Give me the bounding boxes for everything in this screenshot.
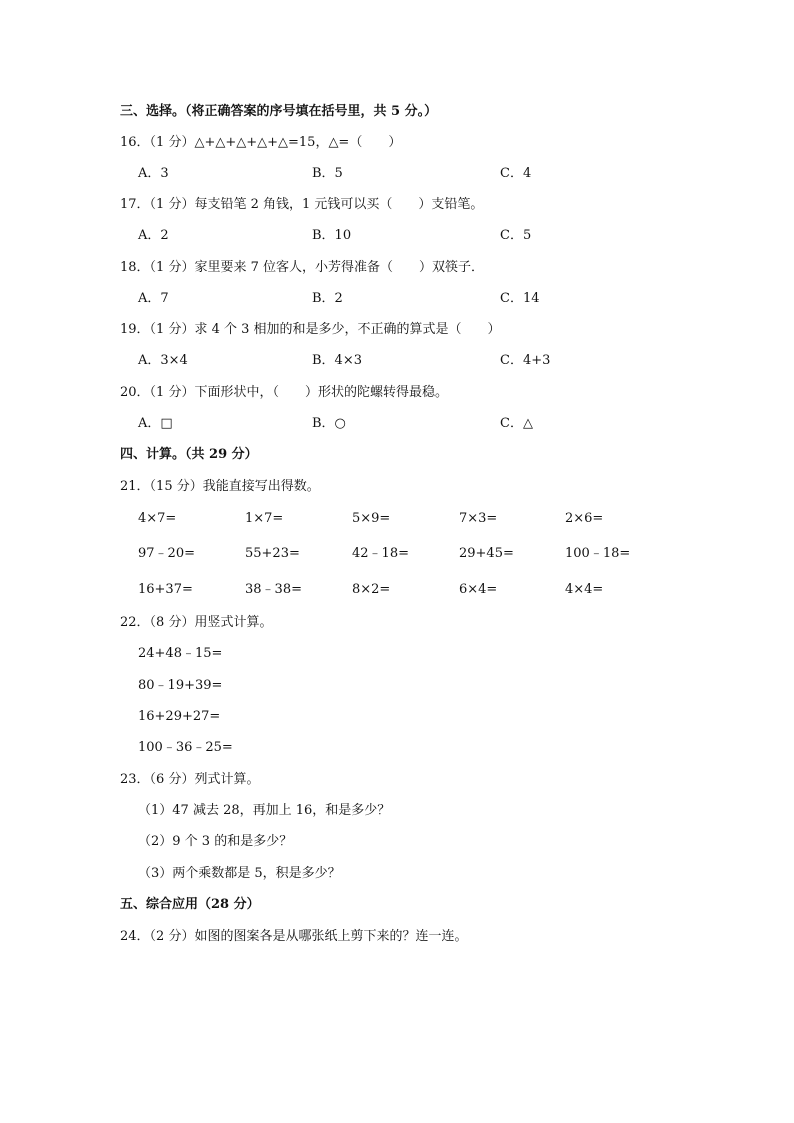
q22-item: 24+48﹣15= (138, 646, 223, 661)
q21-item: 5×9= (352, 511, 391, 526)
section-3-title: 三、选择。（将正确答案的序号填在括号里，共 5 分。） (120, 104, 438, 119)
q20-option-c: C．△ (500, 416, 533, 431)
q19-option-b: B．4×3 (312, 353, 362, 368)
q19-option-c: C．4+3 (500, 353, 551, 368)
q22-item: 16+29+27= (138, 709, 221, 724)
q21-item: 16+37= (138, 582, 193, 597)
question-17: 17．（1 分）每支铅笔 2 角钱，1 元钱可以买（ ）支铅笔。 (120, 197, 484, 212)
section-4-title: 四、计算。（共 29 分） (120, 447, 258, 462)
q22-item: 100﹣36﹣25= (138, 740, 233, 755)
q21-item: 6×4= (459, 582, 498, 597)
q21-item: 2×6= (565, 511, 604, 526)
q21-item: 100﹣18= (565, 546, 631, 561)
question-24: 24．（2 分）如图的图案各是从哪张纸上剪下来的？连一连。 (120, 929, 468, 944)
q23-item: （2）9 个 3 的和是多少？ (138, 834, 293, 849)
q23-item: （1）47 减去 28，再加上 16，和是多少？ (138, 803, 391, 818)
q20-option-a: A．□ (138, 416, 173, 431)
question-18: 18．（1 分）家里要来 7 位客人，小芳得准备（ ）双筷子． (120, 260, 484, 275)
q21-item: 4×7= (138, 511, 177, 526)
q21-item: 42﹣18= (352, 546, 409, 561)
q16-option-b: B．5 (312, 166, 343, 181)
q17-option-a: A．2 (138, 228, 169, 243)
question-21: 21．（15 分）我能直接写出得数。 (120, 479, 320, 494)
q21-item: 38﹣38= (245, 582, 302, 597)
question-19: 19．（1 分）求 4 个 3 相加的和是多少，不正确的算式是（ ） (120, 322, 501, 337)
q22-item: 80﹣19+39= (138, 678, 223, 693)
question-23: 23．（6 分）列式计算。 (120, 772, 260, 787)
q23-item: （3）两个乘数都是 5，积是多少？ (138, 866, 341, 881)
q21-item: 1×7= (245, 511, 284, 526)
q16-option-a: A．3 (138, 166, 169, 181)
q16-option-c: C．4 (500, 166, 532, 181)
q21-item: 29+45= (459, 546, 514, 561)
q21-item: 97﹣20= (138, 546, 195, 561)
section-5-title: 五、综合应用（28 分） (120, 897, 260, 912)
q21-item: 8×2= (352, 582, 391, 597)
question-22: 22．（8 分）用竖式计算。 (120, 615, 273, 630)
question-20: 20．（1 分）下面形状中，（ ）形状的陀螺转得最稳。 (120, 385, 448, 400)
question-16: 16．（1 分）△+△+△+△+△=15，△=（ ） (120, 135, 402, 150)
q18-option-b: B．2 (312, 291, 343, 306)
q21-item: 7×3= (459, 511, 498, 526)
q17-option-b: B．10 (312, 228, 352, 243)
q18-option-a: A．7 (138, 291, 169, 306)
q18-option-c: C．14 (500, 291, 540, 306)
q20-option-b: B．○ (312, 416, 346, 431)
q21-item: 55+23= (245, 546, 300, 561)
q17-option-c: C．5 (500, 228, 532, 243)
q21-item: 4×4= (565, 582, 604, 597)
q19-option-a: A．3×4 (138, 353, 188, 368)
